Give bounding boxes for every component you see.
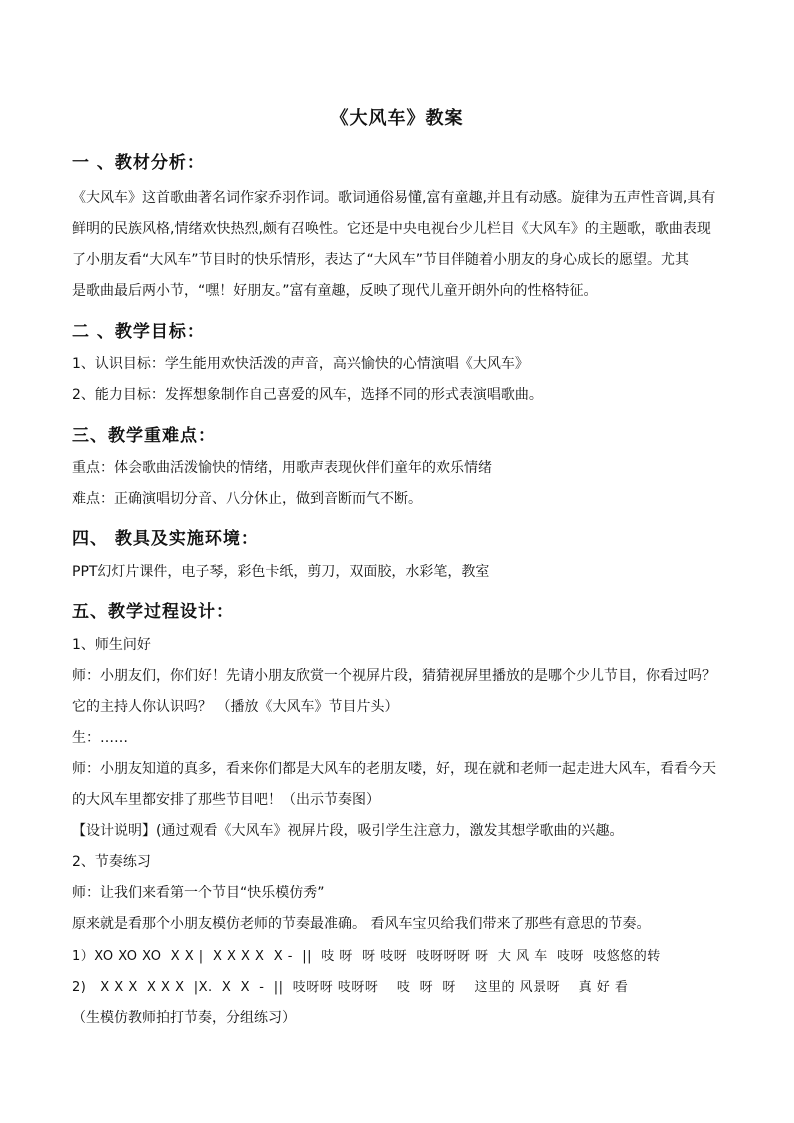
paragraph-line: 生：……	[72, 730, 128, 746]
paragraph-line: 师：让我们来看第一个节目“快乐模仿秀”	[72, 885, 325, 901]
section-heading-materials: 四、 教具及实施环境：	[72, 529, 259, 549]
paragraph-line: 的大风车里都安排了那些节目吧！（出示节奏图）	[72, 792, 380, 808]
paragraph-line: 《大风车》这首歌曲著名词作家乔羽作词。歌词通俗易懂,富有童趣,并且有动感。旋律为五声性音调,具有	[72, 190, 716, 206]
paragraph-line: 是歌曲最后两小节，“嘿！好朋友。”富有童趣，反映了现代儿童开朗外向的性格特征。	[72, 283, 598, 299]
paragraph-line: 1、认识目标：学生能用欢快活泼的声音，高兴愉快的心情演唱《大风车》	[72, 356, 529, 372]
paragraph-line: 了小朋友看“大风车”节目时的快乐情形，表达了“大风车”节目伴随着小朋友的身心成长的愿望。尤其	[72, 252, 690, 268]
paragraph-line: 难点：正确演唱切分音、八分休止，做到音断而气不断。	[72, 491, 422, 507]
section-heading-key-points: 三、教学重难点：	[72, 426, 216, 446]
design-note-line: 【设计说明】(通过观看《大风车》视屏片段，吸引学生注意力，激发其想学歌曲的兴趣。	[72, 823, 624, 839]
section-heading-goals: 二 、教学目标：	[72, 322, 205, 342]
paragraph-line: 师：小朋友知道的真多，看来你们都是大风车的老朋友喽，好，现在就和老师一起走进大风车，看看今天	[72, 761, 716, 777]
section-heading-analysis: 一 、教材分析：	[72, 153, 205, 173]
paragraph-line: 2、能力目标：发挥想象制作自己喜爱的风车，选择不同的形式表演唱歌曲。	[72, 387, 543, 403]
paragraph-line: PPT幻灯片课件，电子琴，彩色卡纸，剪刀，双面胶，水彩笔，教室	[72, 564, 490, 580]
document-title: 《大风车》教案	[330, 108, 464, 129]
paragraph-line: 它的主持人你认识吗？ （播放《大风车》节目片头）	[72, 699, 399, 715]
paragraph-line: （生模仿教师拍打节奏，分组练习）	[72, 1010, 296, 1026]
paragraph-line: 2、节奏练习	[72, 854, 151, 870]
section-heading-process: 五、教学过程设计：	[72, 602, 234, 622]
paragraph-line: 1、师生问好	[72, 637, 151, 653]
paragraph-line: 鲜明的民族风格,情绪欢快热烈,颇有召唤性。它还是中央电视台少儿栏目《大风车》的主题歌，歌曲表现	[72, 221, 711, 237]
paragraph-line: 重点：体会歌曲活泼愉快的情绪，用歌声表现伙伴们童年的欢乐情绪	[72, 460, 492, 476]
rhythm-line-2: 2) X X X X X X |X. X X - || 吱呀呀 吱呀呀 吱 呀 呀 这里的 风景呀 真 好 看	[72, 980, 629, 995]
rhythm-line-1: 1）XO XO XO X X | X X X X X - || 吱 呀 呀 吱呀 吱呀呀呀 呀 大 风 车 吱呀 吱悠悠的转	[72, 949, 661, 964]
paragraph-line: 师：小朋友们，你们好！先请小朋友欣赏一个视屏片段，猜猜视屏里播放的是哪个少儿节目，你看过吗？	[72, 668, 716, 684]
paragraph-line: 原来就是看那个小朋友模仿老师的节奏最准确。 看风车宝贝给我们带来了那些有意思的节奏。	[72, 916, 651, 932]
